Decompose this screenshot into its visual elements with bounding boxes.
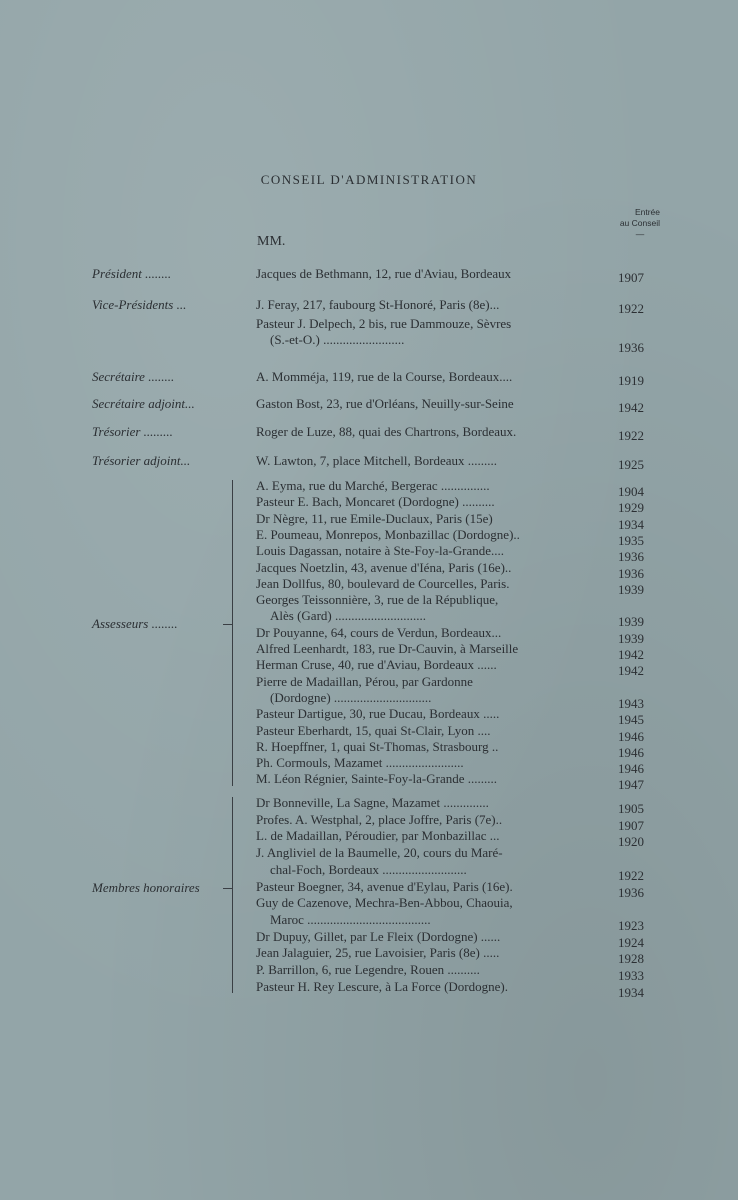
- officer-role: Trésorier .........: [92, 424, 173, 439]
- member-name: Pasteur Dartigue, 30, rue Ducau, Bordeaux .....: [256, 706, 500, 722]
- entry-year: 1925: [618, 457, 644, 472]
- entry-year: 1933: [618, 968, 644, 983]
- entry-year: 1936: [618, 340, 644, 355]
- entry-year: 1920: [618, 834, 644, 850]
- member-name: Maroc ......................................: [270, 911, 431, 927]
- member-name: Ph. Cormouls, Mazamet ........................: [256, 755, 464, 771]
- member-name: Pierre de Madaillan, Pérou, par Gardonne: [256, 673, 473, 689]
- member-name: Profes. A. Westphal, 2, place Joffre, Paris (7e)..: [256, 811, 503, 827]
- member-name: Alfred Leenhardt, 183, rue Dr-Cauvin, à Marseille: [256, 641, 519, 656]
- member-name: Louis Dagassan, notaire à Ste-Foy-la-Grande....: [256, 543, 505, 559]
- entry-year: 1936: [618, 549, 644, 565]
- entry-year: 1905: [618, 801, 644, 816]
- entry-year: 1922: [618, 428, 644, 443]
- member-name: Pasteur Boegner, 34, avenue d'Eylau, Paris (16e).: [256, 878, 513, 894]
- member-name: R. Hoepffner, 1, quai St-Thomas, Strasbourg ..: [256, 738, 499, 754]
- entry-year: 1946: [618, 744, 644, 760]
- member-name: Alès (Gard) ............................: [270, 608, 426, 624]
- entry-year: 1924: [618, 934, 644, 950]
- group-role: Assesseurs ........: [92, 616, 178, 631]
- entree-header: [600, 207, 660, 240]
- entry-year: 1947: [618, 777, 644, 793]
- member-name: W. Lawton, 7, place Mitchell, Bordeaux .........: [256, 453, 498, 468]
- entry-year: 1928: [618, 951, 644, 967]
- entry-year: 1934: [618, 516, 644, 532]
- entry-year: 1923: [618, 917, 644, 933]
- member-name: Herman Cruse, 40, rue d'Aviau, Bordeaux ......: [256, 657, 497, 673]
- entry-year: 1946: [618, 761, 644, 777]
- entry-year: 1939: [618, 581, 644, 597]
- officer-role: Secrétaire adjoint...: [92, 396, 195, 411]
- brace-tip: [223, 624, 233, 625]
- member-name: Dr Pouyanne, 64, cours de Verdun, Bordeaux...: [256, 624, 502, 640]
- member-name: L. de Madaillan, Péroudier, par Monbazillac ...: [256, 828, 500, 844]
- member-name: Jacques Noetzlin, 43, avenue d'Iéna, Paris (16e)..: [256, 559, 512, 575]
- entree-header-line: Entrée: [634, 207, 660, 217]
- member-name: Dr Dupuy, Gillet, par Le Fleix (Dordogne) ......: [256, 928, 501, 944]
- officer-role: Secrétaire ........: [92, 369, 175, 384]
- entree-header-line: au Conseil: [619, 218, 660, 228]
- entry-year: 1904: [618, 484, 644, 499]
- entry-year: 1936: [618, 884, 644, 900]
- member-name: Roger de Luze, 88, quai des Chartrons, Bordeaux.: [256, 424, 517, 439]
- page-title: CONSEIL D'ADMINISTRATION: [260, 172, 478, 187]
- member-name: (S.-et-O.) .........................: [270, 332, 405, 347]
- member-name: Jacques de Bethmann, 12, rue d'Aviau, Bordeaux: [256, 266, 512, 281]
- member-name: Dr Bonneville, La Sagne, Mazamet ..............: [256, 795, 489, 810]
- member-name: E. Poumeau, Monrepos, Monbazillac (Dordogne)..: [256, 526, 520, 542]
- officer-role: Vice-Présidents ...: [92, 297, 187, 312]
- member-name: (Dordogne) ..............................: [270, 689, 432, 705]
- entry-year: 1939: [618, 630, 644, 646]
- entry-year: 1939: [618, 614, 644, 630]
- member-name: Pasteur Eberhardt, 15, quai St-Clair, Lyon ....: [256, 722, 491, 738]
- member-name: Pasteur H. Rey Lescure, à La Force (Dordogne).: [256, 978, 508, 994]
- entry-year: 1946: [618, 728, 644, 744]
- entry-year: 1907: [618, 270, 644, 285]
- group-brace: [232, 797, 243, 993]
- entry-year: 1945: [618, 712, 644, 728]
- entry-year: 1922: [618, 867, 644, 883]
- officer-role: Président ........: [92, 266, 172, 281]
- member-name: Pasteur J. Delpech, 2 bis, rue Dammouze, Sèvres: [256, 316, 512, 331]
- brace-tip: [223, 888, 233, 889]
- member-name: Pasteur E. Bach, Moncaret (Dordogne) ..........: [256, 494, 495, 510]
- group-role: Membres honoraires: [92, 880, 200, 895]
- mm-label: MM.: [257, 234, 286, 249]
- member-name: A. Eyma, rue du Marché, Bergerac ...............: [256, 478, 490, 493]
- member-name: Dr Nègre, 11, rue Emile-Duclaux, Paris (15e): [256, 510, 493, 526]
- entry-year: 1942: [618, 647, 644, 662]
- member-name: J. Angliviel de la Baumelle, 20, cours du Maré-: [256, 845, 503, 861]
- entry-year: 1936: [618, 565, 644, 581]
- entry-year: 1935: [618, 532, 644, 548]
- member-name: Guy de Cazenove, Mechra-Ben-Abbou, Chaouia,: [256, 895, 513, 911]
- entry-year: 1942: [618, 400, 644, 415]
- member-name: A. Momméja, 119, rue de la Course, Bordeaux....: [256, 369, 513, 384]
- member-name: M. Léon Régnier, Sainte-Foy-la-Grande .........: [256, 771, 498, 787]
- member-name: Jean Jalaguier, 25, rue Lavoisier, Paris (8e) .....: [256, 945, 500, 961]
- entry-year: 1907: [618, 817, 644, 833]
- group-brace: [232, 480, 243, 786]
- entry-year: 1919: [618, 373, 644, 388]
- member-name: chal-Foch, Bordeaux ..........................: [270, 861, 467, 877]
- member-name: Georges Teissonnière, 3, rue de la République,: [256, 592, 499, 608]
- member-name: J. Feray, 217, faubourg St-Honoré, Paris (8e)...: [256, 297, 500, 312]
- member-name: Jean Dollfus, 80, boulevard de Courcelles, Paris.: [256, 575, 510, 591]
- member-name: Gaston Bost, 23, rue d'Orléans, Neuilly-sur-Seine: [256, 396, 514, 411]
- member-name: P. Barrillon, 6, rue Legendre, Rouen ..........: [256, 962, 480, 977]
- entry-year: 1943: [618, 695, 644, 711]
- entry-year: 1934: [618, 984, 644, 1000]
- entry-year: 1922: [618, 301, 644, 316]
- entry-year: 1942: [618, 663, 644, 679]
- entry-year: 1929: [618, 500, 644, 516]
- officer-role: Trésorier adjoint...: [92, 453, 191, 468]
- entree-header-dash: —: [635, 229, 645, 239]
